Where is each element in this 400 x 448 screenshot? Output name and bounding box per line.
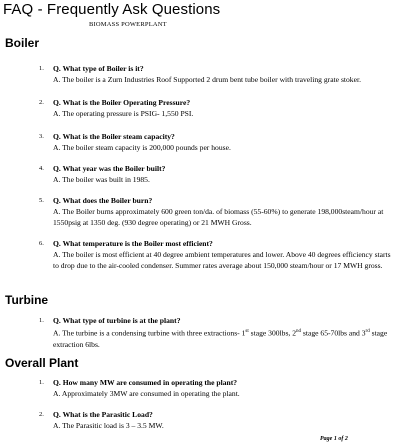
item-number: 1. [39, 65, 44, 72]
answer: A. The boiler is most efficient at 40 degree ambient temperatures and lower. Above 40 degrees efficiency starts to drop due to the air-cooled condenser. Summer rates average about 150,000 steam/hour or 17 MWH gross. [53, 250, 391, 270]
item-number: 1. [39, 379, 44, 386]
question: Q. What temperature is the Boiler most efficient? [53, 239, 213, 248]
question: Q. What is the Boiler Operating Pressure? [53, 98, 191, 107]
question: Q. What type of turbine is at the plant? [53, 316, 181, 325]
answer: A. The Boiler burns approximately 600 green ton/da. of biomass (55-60%) to generate 198,000steam/hour at 1550psig at 1350 deg. (930 degree operating) or 21 MWH Gross. [53, 207, 384, 227]
answer: A. The operating pressure is PSIG- 1,550 PSI. [53, 109, 194, 118]
answer: A. Approximately 3MW are consumed in operating the plant. [53, 389, 240, 398]
question: Q. How many MW are consumed in operating the plant? [53, 378, 238, 387]
page-title: FAQ - Frequently Ask Questions [3, 1, 221, 18]
section-heading-boiler: Boiler [5, 36, 40, 50]
answer: A. The boiler is a Zurn Industries Roof Supported 2 drum bent tube boiler with traveling grate stoker. [53, 75, 361, 84]
question: Q. What does the Boiler burn? [53, 196, 153, 205]
question: Q. What type of Boiler is it? [53, 64, 144, 73]
item-number: 1. [39, 317, 44, 324]
item-number: 5. [39, 197, 44, 204]
question: Q. What is the Boiler steam capacity? [53, 132, 175, 141]
answer: A. The boiler was built in 1985. [53, 175, 150, 184]
page-number: Page 1 of 2 [320, 436, 348, 442]
page-subtitle: BIOMASS POWERPLANT [89, 21, 167, 28]
answer: A. The boiler steam capacity is 200,000 pounds per house. [53, 143, 231, 152]
answer: A. The Parasitic load is 3 – 3.5 MW. [53, 421, 164, 430]
question: Q. What is the Parasitic Load? [53, 410, 153, 419]
item-number: 3. [39, 133, 44, 140]
answer: A. The turbine is a condensing turbine with three extractions- 1st stage 300lbs, 2nd stage 65-70lbs and 3rd stage extraction 6lbs. [53, 328, 388, 349]
question: Q. What year was the Boiler built? [53, 164, 166, 173]
item-number: 2. [39, 99, 44, 106]
section-heading-overall-plant: Overall Plant [5, 356, 79, 370]
item-number: 4. [39, 165, 44, 172]
item-number: 6. [39, 240, 44, 247]
item-number: 2. [39, 411, 44, 418]
section-heading-turbine: Turbine [5, 293, 49, 307]
